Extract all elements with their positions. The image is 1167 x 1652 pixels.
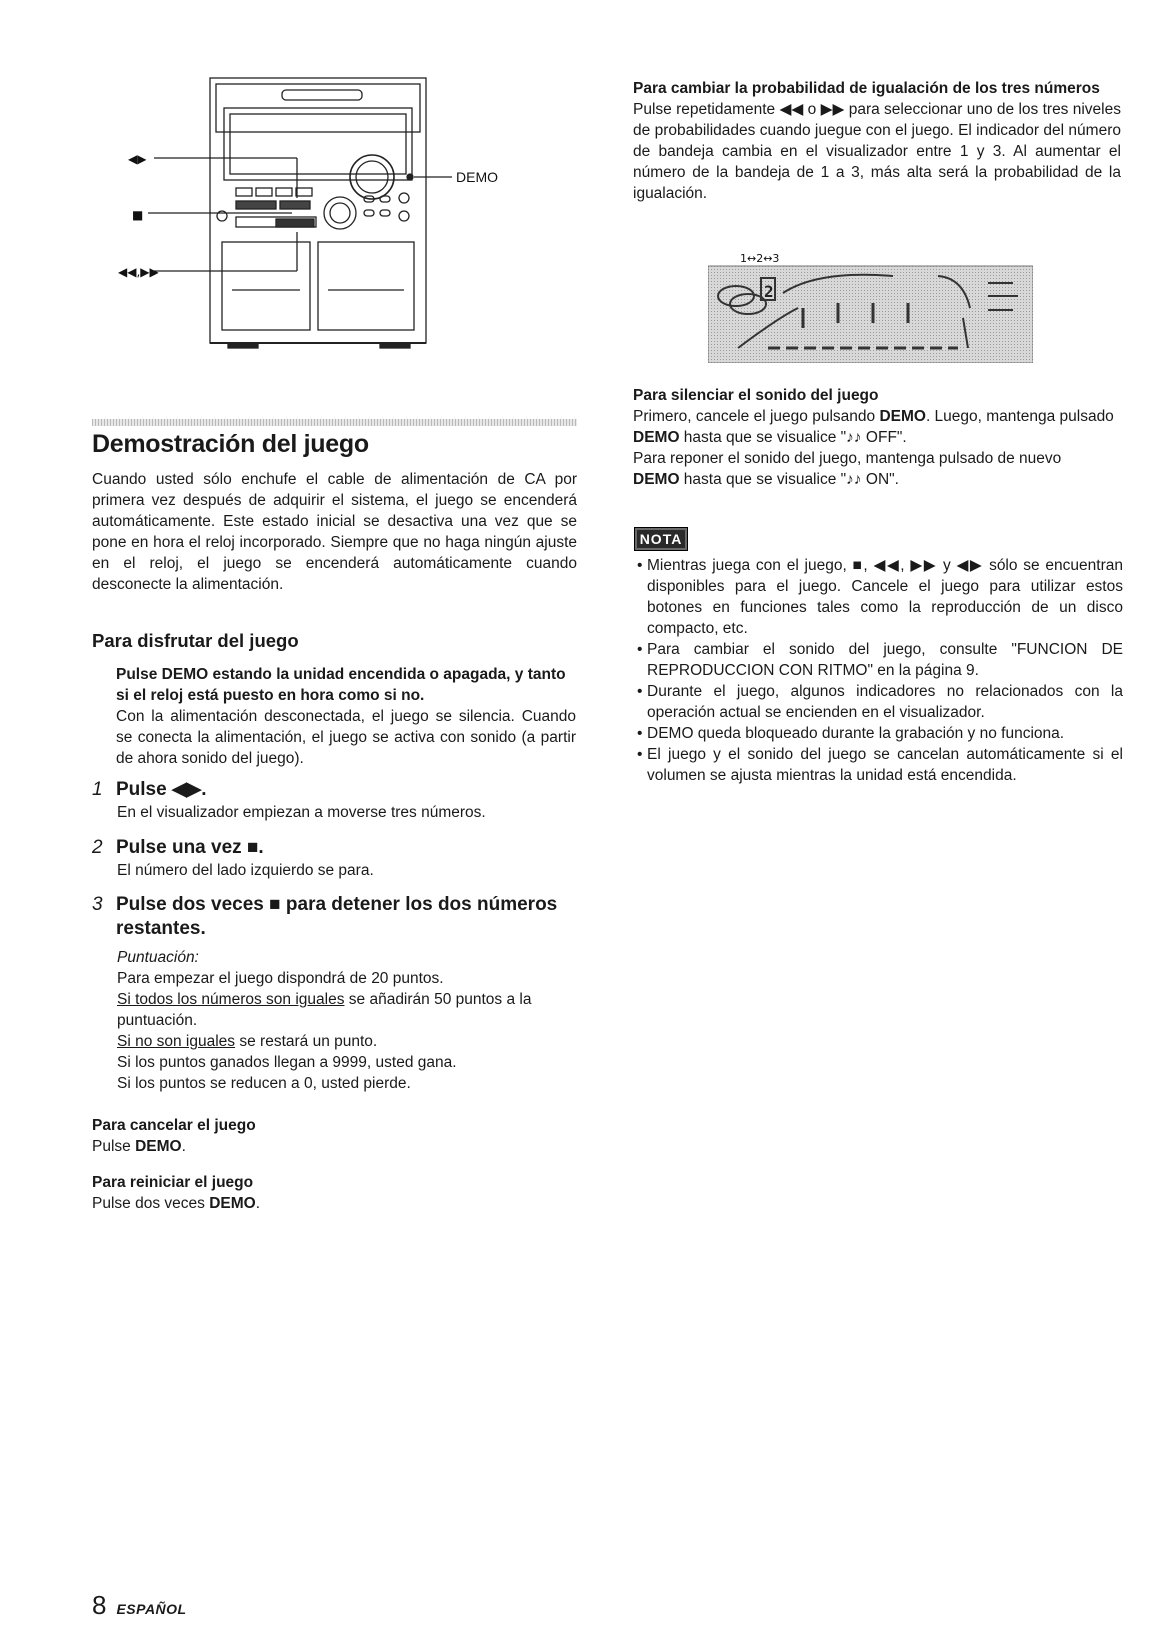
enjoy-heading: Para disfrutar del juego xyxy=(92,630,299,651)
demo-key: DEMO xyxy=(135,1138,182,1155)
skip-label: ◀◀,▶▶ xyxy=(118,265,159,279)
score-match-condition: Si todos los números son iguales xyxy=(117,991,345,1008)
mute-text: . Luego, mantenga pulsado xyxy=(925,408,1114,425)
step-title: Pulse ◀▶. xyxy=(116,779,207,800)
tray-digit: 2 xyxy=(764,282,774,301)
score-lose: Si los puntos se reducen a 0, usted pierde. xyxy=(117,1075,411,1092)
score-mismatch xyxy=(117,1031,582,1052)
enjoy-instruction: Pulse DEMO estando la unidad encendida o apagada, y tanto si el reloj está puesto en hora como si no. xyxy=(116,666,566,704)
nota-badge: NOTA xyxy=(634,527,688,551)
note-item: • DEMO queda bloqueado durante la grabación y no funciona. xyxy=(633,723,1123,744)
step-2 xyxy=(92,836,577,881)
score-match xyxy=(117,989,582,1031)
cancel-text: Pulse xyxy=(92,1138,136,1155)
language-label: ESPAÑOL xyxy=(116,1601,187,1617)
mute-text: Primero, cancele el juego pulsando xyxy=(633,408,880,425)
restart-text: Pulse dos veces xyxy=(92,1195,210,1212)
note-item: • Mientras juega con el juego, ■, ◀◀, ▶▶ y ◀▶ sólo se encuentran disponibles para el juego. Cancele el juego para utilizar estos botones en funciones tales como la reproducción de un disco compacto, etc. xyxy=(633,555,1123,639)
section-rule xyxy=(92,419,577,426)
restart-section xyxy=(92,1172,260,1214)
probability-text: Pulse repetidamente ◀◀ o ▶▶ para seleccionar uno de los tres niveles de probabilidades cuando juegue con el juego. El indicador del número de bandeja cambia en el visualizador entre 1 y 3. Al aumentar el número de la bandeja de 1 a 3, más alta será la probabilidad de la igualación. xyxy=(633,101,1121,202)
note-item: • El juego y el sonido del juego se cancelan automáticamente si el volumen se ajusta mientras la unidad está encendida. xyxy=(633,744,1123,786)
mute-section xyxy=(633,385,1121,490)
step-text: El número del lado izquierdo se para. xyxy=(117,862,374,879)
step-title: Pulse dos veces ■ para detener los dos números restantes. xyxy=(116,894,558,939)
score-mismatch-condition: Si no son iguales xyxy=(117,1033,236,1050)
probability-section xyxy=(633,78,1121,204)
step-number: 3 xyxy=(92,894,103,915)
unmute-text: hasta que se visualice "♪♪ ON". xyxy=(679,471,899,488)
page-number: 8 xyxy=(92,1590,107,1620)
score-start: Para empezar el juego dispondrá de 20 puntos. xyxy=(117,970,444,987)
page-footer xyxy=(92,1590,187,1621)
tray-sequence: 1↔2↔3 xyxy=(740,252,780,265)
stereo-system-illustration xyxy=(92,70,562,370)
demo-key: DEMO xyxy=(879,408,926,425)
intro-paragraph: Cuando usted sólo enchufe el cable de alimentación de CA por primera vez después de adquirir el sistema, el juego se encenderá automáticamente. Este estado inicial se desactiva una vez que se pone en hora el reloj incorporado. Siempre que no haga ningún ajuste en el reloj, el juego se encenderá automáticamente cuando desconecte la alimentación. xyxy=(92,471,577,593)
step-number: 2 xyxy=(92,837,103,858)
note-item: • Durante el juego, algunos indicadores no relacionados con la operación actual se encienden en el visualizador. xyxy=(633,681,1123,723)
cancel-period: . xyxy=(181,1138,186,1155)
step-title: Pulse una vez ■. xyxy=(116,837,264,858)
demo-label: DEMO xyxy=(456,169,498,185)
lcd-display-illustration xyxy=(708,248,1033,363)
mute-heading: Para silenciar el sonido del juego xyxy=(633,387,879,404)
restart-period: . xyxy=(255,1195,260,1212)
play-pause-label: ◀▶ xyxy=(128,152,147,166)
score-match-result: se añadirán 50 puntos a la puntuación. xyxy=(117,991,532,1029)
note-item: • Para cambiar el sonido del juego, consulte "FUNCION DE REPRODUCCION CON RITMO" en la página 9. xyxy=(633,639,1123,681)
step-text: En el visualizador empiezan a moverse tres números. xyxy=(117,804,486,821)
demo-key: DEMO xyxy=(633,471,680,488)
notes-list xyxy=(633,555,1123,786)
cancel-heading: Para cancelar el juego xyxy=(92,1117,256,1134)
score-label: Puntuación: xyxy=(117,949,199,966)
mute-text: hasta que se visualice "♪♪ OFF". xyxy=(679,429,907,446)
step-3 xyxy=(92,893,582,1094)
unmute-text: Para reponer el sonido del juego, mantenga pulsado de nuevo xyxy=(633,450,1062,467)
demo-key: DEMO xyxy=(633,429,680,446)
stop-label: ■ xyxy=(132,208,144,222)
step-1 xyxy=(92,778,577,823)
enjoy-text: Con la alimentación desconectada, el juego se silencia. Cuando se conecta la alimentación, el juego se activa con sonido (a partir de ahora sonido del juego). xyxy=(116,708,576,767)
restart-heading: Para reiniciar el juego xyxy=(92,1174,254,1191)
score-win: Si los puntos ganados llegan a 9999, usted gana. xyxy=(117,1054,457,1071)
step-number: 1 xyxy=(92,779,103,800)
demo-key: DEMO xyxy=(209,1195,256,1212)
section-title: Demostración del juego xyxy=(92,430,369,458)
probability-heading: Para cambiar la probabilidad de igualación de los tres números xyxy=(633,80,1100,97)
cancel-section xyxy=(92,1115,256,1157)
score-mismatch-result: se restará un punto. xyxy=(235,1033,378,1050)
